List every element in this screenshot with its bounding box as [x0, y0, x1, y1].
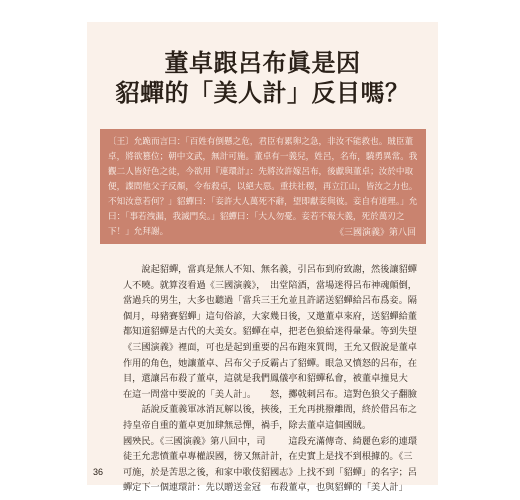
- body-paragraph: 話說反董義軍冰消瓦解以後，挾持皇帝自重的董卓更加肆無忌憚，禍國殃民。《三國演義》第八回中，司徒王允悲憤董卓專權誤國，徬又無計可施，於是苦思之後，和家中歌伎貂蟬定下一個連環計：先以贈送金冠: [123, 404, 271, 494]
- book-page: [87, 22, 438, 494]
- quote-source: 《三國演義》第八回: [334, 228, 416, 238]
- page-number: 36: [93, 467, 104, 477]
- quote-text: 〔王〕允跪而言曰：「百姓有倒懸之危，君臣有累卵之急，非汝不能救也。賊臣董卓，將欲篡位；朝中文武，無計可施。董卓有一義兒，姓呂，名布，驍勇異常。我觀二人皆好色之徒，今欲用『連環計』：先將汝許嫁呂布，後獻與董卓；汝於中取便，諜間他父子反顏，令布殺卓，以絕大惡。重扶社稷，再立江山，皆汝之力也。不知汝意若何？」貂蟬曰：「妾許大人萬死不辭，望即獻妾與彼。妾自有道理。」允曰：「事若洩漏，我滅門矣。」貂蟬曰：「大人勿憂。妾若不報大義，死於萬刃之下！」允拜謝。: [108, 137, 418, 237]
- body-column-right: [270, 262, 418, 496]
- body-paragraph: 這段充滿傳奇、綺麗色彩的連環計，在史實上是找不到根據的。《三國志》上找不到「貂蟬」的名字；呂布殺董卓，也與貂蟬的「美人計」: [270, 435, 418, 494]
- body-paragraph: 名義，引呂布到府致謝，然後讓貂蟬出堂陪酒，當場迷得呂布神魂顛倒，王允並且許諾送貂蟬給呂布爲妾。隔幾日後，又邀董卓來府，送貂蟬給董卓，把老色狼給迷得暈暈。等到失望的呂布跑來質問，王允又假說是董卓霸占了貂蟬。眼急又憤怒的呂布，在鳳儀亭和貂蟬私會，被董卓撞見大怒，擲戟刺呂布。這對色狼父子翻臉後，王允再挑撥離間，終於借呂布之手，除去董卓這個國賊。: [270, 264, 417, 431]
- quote-box: [100, 129, 426, 244]
- body-column-left: [123, 262, 271, 496]
- chapter-title: [87, 48, 438, 108]
- body-paragraph: 說起貂蟬，當真是無人不知、無人不曉。就算沒看過《三國演義》，當過兵的男生，大多也聽過「當兵三個月，母豬賽貂蟬」這句俗諺，大家都知道貂蟬是古代的大美女。貂蟬在《三國演義》裡面，可也是起到重要作用的角色，她讓董卓、呂布父子反目，還讓呂布殺了董卓，這就是我們在這一問當中要說的「美人計」。: [123, 264, 271, 400]
- title-line-1: 董卓跟呂布眞是因: [164, 48, 361, 77]
- title-line-2: 貂蟬的「美人計」反目嗎？: [115, 78, 410, 107]
